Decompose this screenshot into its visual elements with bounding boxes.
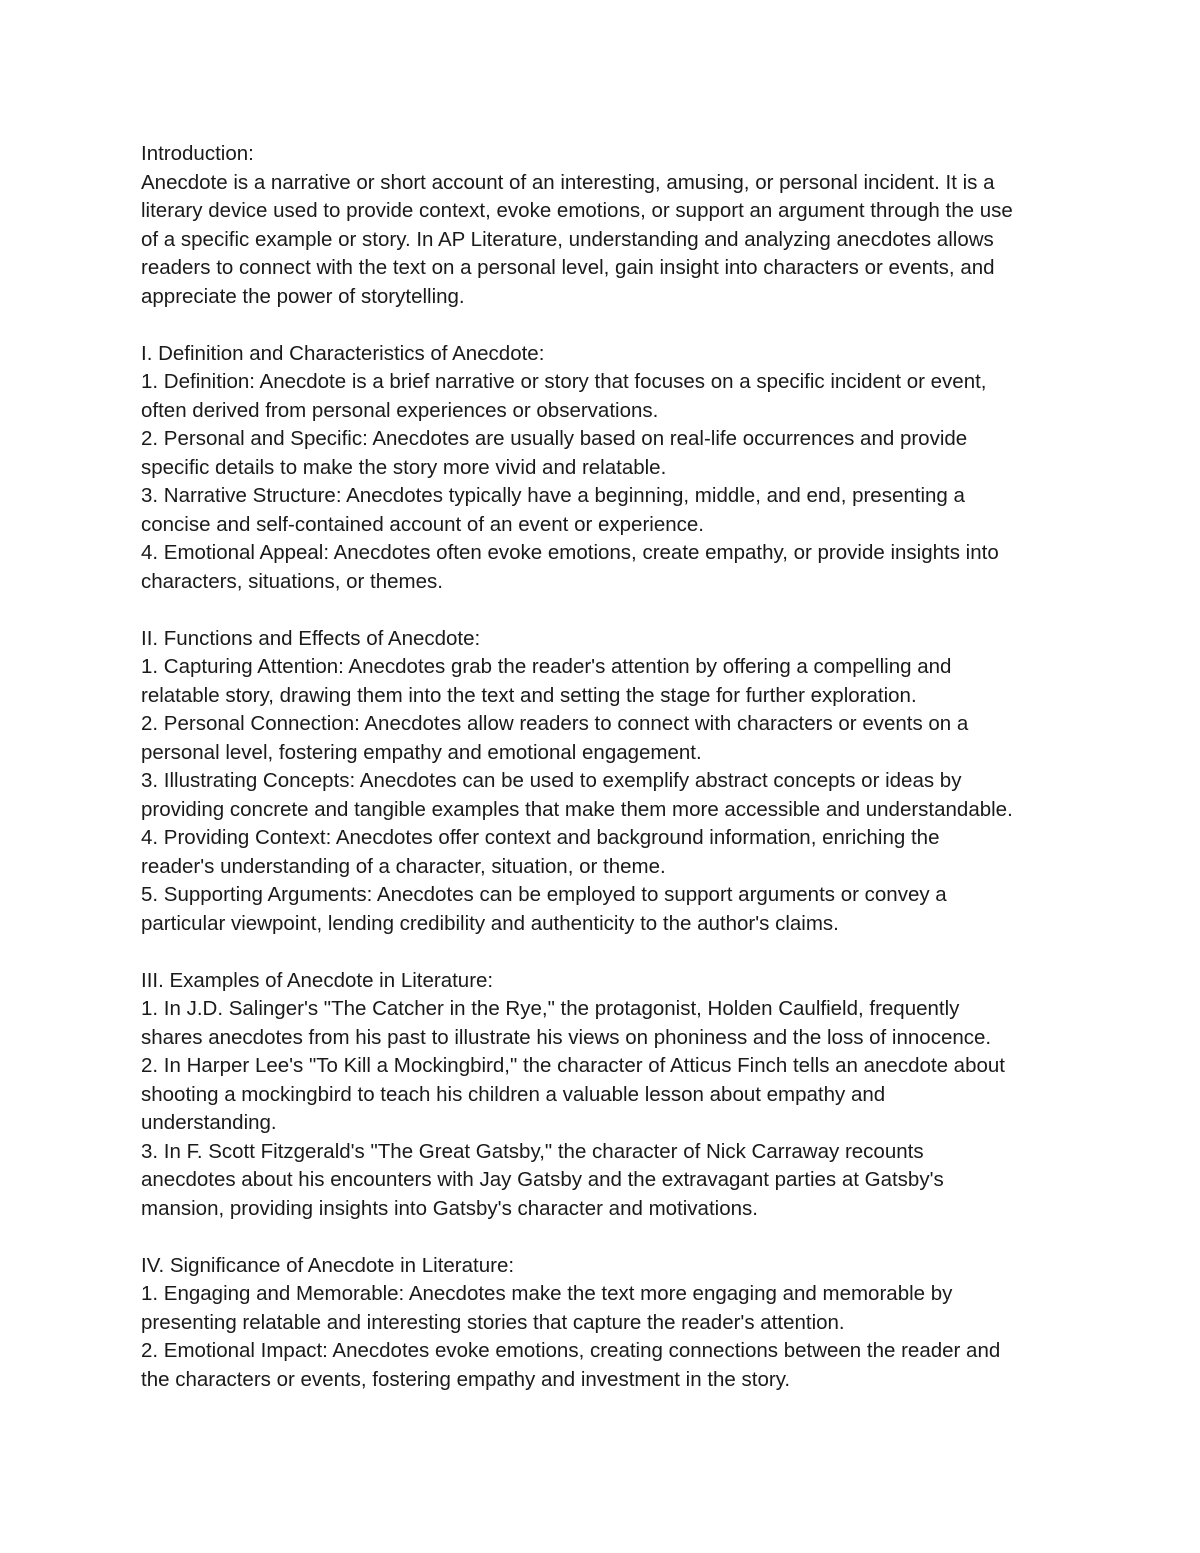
blank-line: [141, 311, 1071, 340]
text-line: appreciate the power of storytelling.: [141, 284, 465, 308]
text-line: 2. Personal and Specific: Anecdotes are usually based on real-life occurrences and provide: [141, 427, 968, 450]
text-line: 4. Providing Context: Anecdotes offer context and background information, enriching the: [141, 826, 940, 849]
text-line: 2. Emotional Impact: Anecdotes evoke emotions, creating connections between the reader and: [141, 1339, 1001, 1362]
text-line: understanding.: [141, 1111, 277, 1134]
document-page: [141, 140, 1071, 1394]
text-line: II. Functions and Effects of Anecdote:: [141, 626, 481, 650]
text-line: personal level, fostering empathy and emotional engagement.: [141, 740, 702, 764]
text-line: concise and self-contained account of an event or experience.: [141, 512, 704, 536]
blank-line: [141, 1223, 1071, 1252]
text-line: anecdotes about his encounters with Jay Gatsby and the extravagant parties at Gatsby's: [141, 1168, 944, 1191]
text-line: III. Examples of Anecdote in Literature:: [141, 968, 494, 992]
text-line: readers to connect with the text on a personal level, gain insight into characters or events, and: [141, 256, 995, 279]
text-line: 1. Definition: Anecdote is a brief narrative or story that focuses on a specific incident or event,: [141, 370, 987, 393]
text-line: 2. In Harper Lee's "To Kill a Mockingbird," the character of Atticus Finch tells an anecdote about: [141, 1054, 1005, 1077]
text-line: of a specific example or story. In AP Literature, understanding and analyzing anecdotes allows: [141, 227, 994, 251]
text-line: 3. In F. Scott Fitzgerald's "The Great Gatsby," the character of Nick Carraway recounts: [141, 1139, 924, 1163]
text-line: specific details to make the story more vivid and relatable.: [141, 455, 667, 479]
text-line: 3. Illustrating Concepts: Anecdotes can be used to exemplify abstract concepts or ideas by: [141, 769, 962, 792]
text-line: 1. In J.D. Salinger's "The Catcher in the Rye," the protagonist, Holden Caulfield, frequently: [141, 997, 960, 1020]
blank-line: [141, 938, 1071, 967]
blank-line: [141, 596, 1071, 625]
text-line: Anecdote is a narrative or short account of an interesting, amusing, or personal incident. It is a: [141, 170, 995, 194]
text-line: 1. Engaging and Memorable: Anecdotes make the text more engaging and memorable by: [141, 1282, 953, 1305]
text-line: 3. Narrative Structure: Anecdotes typically have a beginning, middle, and end, presenting a: [141, 484, 965, 507]
text-line: mansion, providing insights into Gatsby's character and motivations.: [141, 1196, 758, 1220]
text-line: the characters or events, fostering empathy and investment in the story.: [141, 1367, 791, 1391]
text-line: particular viewpoint, lending credibility and authenticity to the author's claims.: [141, 911, 839, 935]
text-line: characters, situations, or themes.: [141, 569, 443, 593]
text-line: 2. Personal Connection: Anecdotes allow readers to connect with characters or events on a: [141, 712, 969, 735]
text-line: often derived from personal experiences or observations.: [141, 398, 659, 422]
text-line: presenting relatable and interesting stories that capture the reader's attention.: [141, 1310, 845, 1334]
text-line: I. Definition and Characteristics of Anecdote:: [141, 341, 545, 365]
text-line: shooting a mockingbird to teach his children a valuable lesson about empathy and: [141, 1082, 886, 1106]
text-line: 4. Emotional Appeal: Anecdotes often evoke emotions, create empathy, or provide insights into: [141, 541, 999, 564]
text-line: 5. Supporting Arguments: Anecdotes can be employed to support arguments or convey a: [141, 883, 947, 906]
text-line: relatable story, drawing them into the text and setting the stage for further exploration.: [141, 683, 917, 707]
text-line: providing concrete and tangible examples that make them more accessible and understandable.: [141, 797, 1013, 821]
text-line: Introduction:: [141, 142, 254, 165]
text-line: literary device used to provide context, evoke emotions, or support an argument through the use: [141, 199, 1013, 222]
text-line: shares anecdotes from his past to illustrate his views on phoniness and the loss of innocence.: [141, 1025, 992, 1049]
text-line: IV. Significance of Anecdote in Literature:: [141, 1253, 515, 1277]
text-line: reader's understanding of a character, situation, or theme.: [141, 854, 666, 878]
text-line: 1. Capturing Attention: Anecdotes grab the reader's attention by offering a compelling and: [141, 655, 952, 678]
